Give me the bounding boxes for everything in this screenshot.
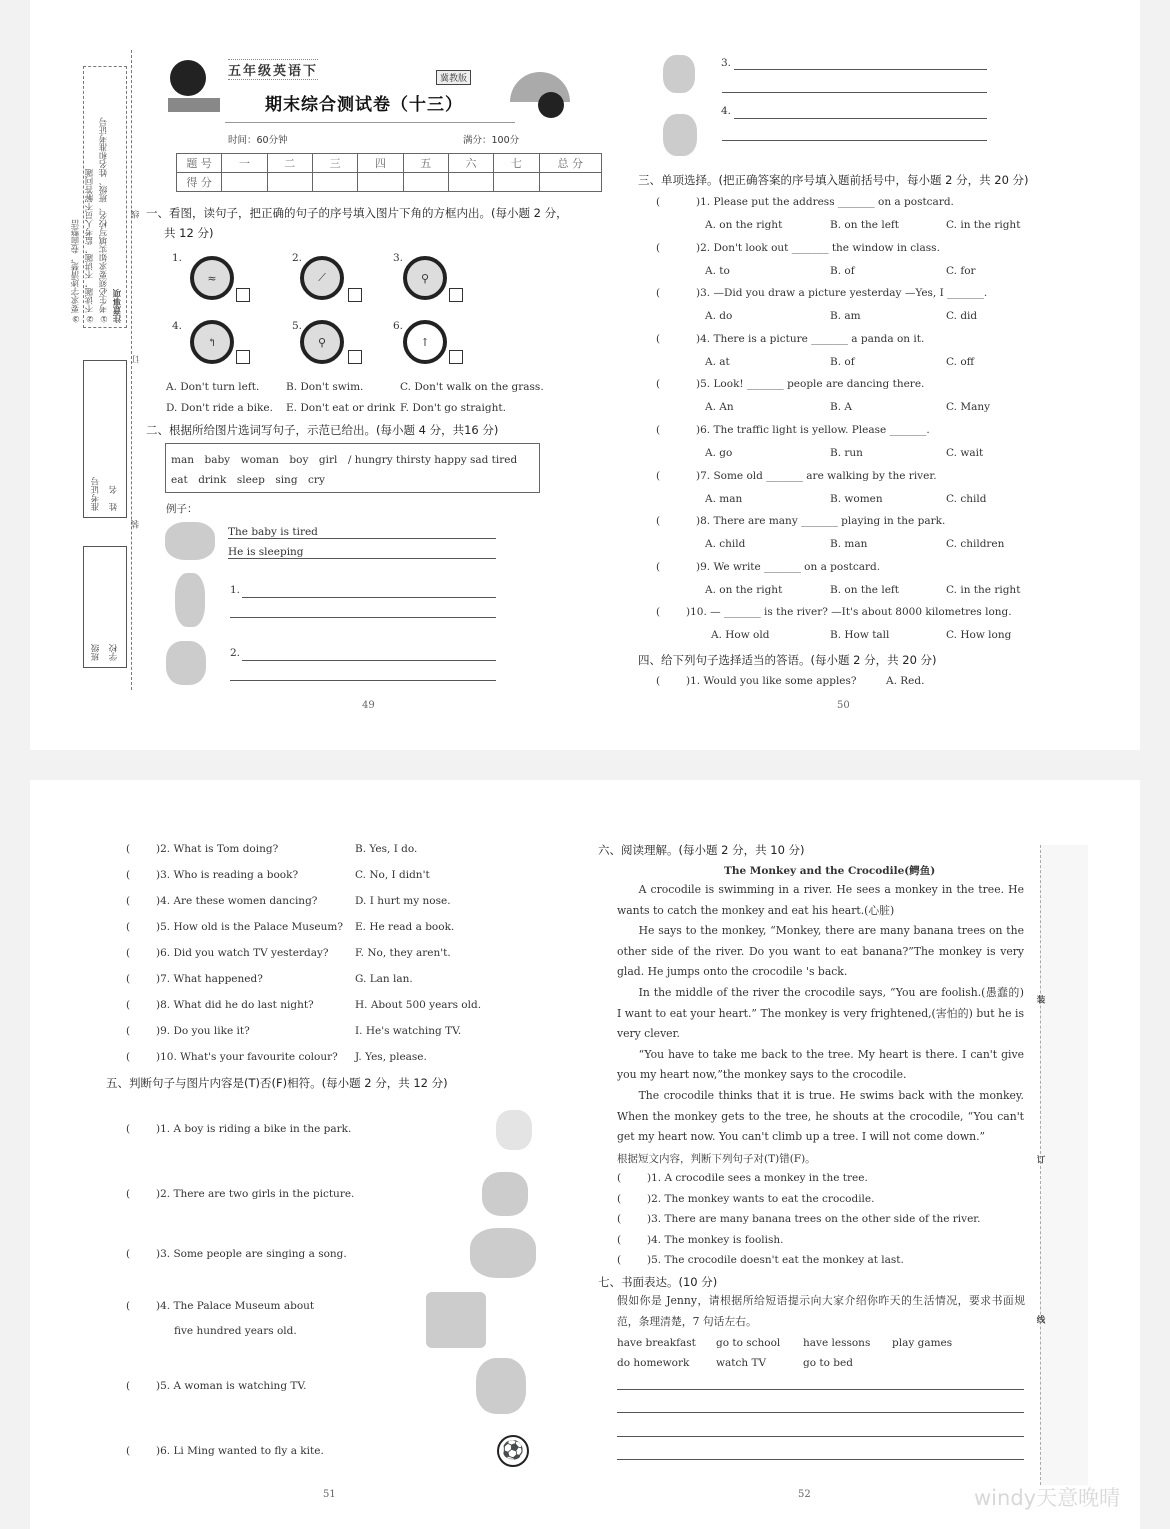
kite-boy-image [496,1110,532,1150]
sec4-answer: E. He read a book. [355,921,455,933]
word-bank-line-2: eat drink sleep sing cry [171,474,325,486]
header-banner [160,50,590,130]
no-left-turn-sign-icon: ↰ [190,320,234,364]
item-label: 1. [230,584,241,596]
school-field[interactable]: 学校 [109,644,119,661]
score-cell[interactable] [267,173,312,192]
school-box [83,546,127,668]
sec4-answer: F. No, they aren't. [355,947,451,959]
sec4-question: )9. Do you like it? [156,1025,250,1037]
binding-line [131,50,132,690]
cell: 总 分 [539,154,602,173]
football-icon: ⚽ [497,1435,529,1467]
sec2-title: 二、根据所给图片选词写句子，示范已给出。(每小题 4 分，共16 分) [146,423,499,437]
girl-drinking-image [663,114,697,156]
sec6-statement: )2. The monkey wants to eat the crocodile. [647,1192,875,1205]
writing-line[interactable] [617,1389,1024,1390]
question-text: )8. There are many _______ playing in the park. [696,515,946,528]
sec3-title: 三、单项选择。(把正确答案的序号填入题前括号中，每小题 2 分，共 20 分) [638,173,1029,187]
option-c[interactable]: C. Many [946,401,991,414]
banner-rule [225,122,515,123]
page-number: 52 [798,1489,811,1500]
xian-mark: 线 [1035,1315,1045,1324]
no-eating-drinking-sign-icon: ⚲ [403,256,447,300]
score-cell[interactable] [539,173,602,192]
option-c[interactable]: C. off [946,355,975,368]
example-sentence-1: The baby is tired [228,526,496,539]
answer-line[interactable] [722,140,987,141]
answer-bracket[interactable]: ( [617,1213,622,1226]
example-sentence-2: He is sleeping [228,546,496,559]
question-text: )10. — _______ is the river? —It's about 8000 kilometres long. [686,606,1012,619]
page-number: 50 [837,700,850,711]
bottom-sheet [30,780,1140,1529]
answer-bracket[interactable]: ( [617,1192,622,1205]
cell: 六 [448,154,493,173]
class-field[interactable]: 班级 [91,644,101,661]
option-c[interactable]: C. wait [946,447,984,459]
watermark: windy天意晚晴 [974,1486,1121,1510]
answer-bracket[interactable]: ( [126,999,131,1011]
time-label: 时间：60分钟 [228,135,288,146]
answer-box[interactable] [449,288,463,302]
no-walking-on-grass-sign-icon: ⟋ [300,256,344,300]
xian-mark: 线 [131,210,141,219]
option-b[interactable]: B. on the left [830,583,900,596]
option-a[interactable]: A. An [705,401,734,414]
score-cell[interactable] [222,173,267,192]
sec5-statement: )2. There are two girls in the picture. [156,1188,355,1200]
option-c[interactable]: C. in the right [946,219,1021,231]
answer-bracket[interactable]: ( [656,515,661,528]
example-label: 例子： [166,503,198,515]
cell: 三 [312,154,357,173]
option-c[interactable]: C. did [946,310,978,323]
answer-bracket[interactable]: ( [126,1025,131,1037]
sec5-item4-cont: five hundred years old. [174,1325,297,1337]
answer-bracket[interactable]: ( [126,973,131,985]
answer-bracket[interactable]: ( [126,1051,131,1063]
mascot-right-icon [538,92,564,118]
paragraph: A crocodile is swimming in a river. He sees a monkey in the tree. He wants to catch the monkey and eat his heart.(心脏) [617,883,1024,917]
sec6-title: 六、阅读理解。(每小题 2 分，共 10 分) [598,843,805,857]
answer-box[interactable] [236,350,250,364]
option-b[interactable]: B. on the left [830,219,900,231]
great-wall-image [426,1292,486,1348]
sleeping-baby-image [165,522,215,560]
item-label: 4. [172,320,183,332]
sec4-answer: G. Lan lan. [355,973,413,985]
top-sheet [30,0,1140,750]
option-d: D. Don't ride a bike. [166,402,273,414]
option-b: B. Don't swim. [286,381,364,393]
option-b[interactable]: B. of [830,264,855,277]
question-text: )7. Some old _______ are walking by the river. [696,469,937,482]
phrase: have breakfast [617,1337,696,1349]
sec4-answer: B. Yes, I do. [355,843,418,855]
option-a: A. Don't turn left. [166,381,260,393]
paragraph: “You have to take me back to the tree. My heart is there. I can't give you my heart now,”the monkey says to the crocodile. [617,1047,1024,1082]
option-b[interactable]: B. How tall [830,629,890,642]
question-text: )9. We write _______ on a postcard. [696,560,881,573]
exam-title: 期末综合测试卷（十三） [265,95,463,115]
option-b[interactable]: B. of [830,355,855,368]
answer-bracket[interactable]: ( [126,921,131,933]
score-table [176,153,602,192]
answer-line[interactable] [734,69,987,70]
word-bank [165,443,540,493]
woman-reading-image [476,1358,526,1414]
writing-line[interactable] [617,1436,1024,1437]
question-text: )5. Look! _______ people are dancing there. [696,378,925,391]
answer-bracket[interactable]: ( [126,1380,131,1392]
answer-bracket[interactable]: ( [656,469,661,482]
sec6-statement: )4. The monkey is foolish. [647,1233,784,1246]
answer-bracket[interactable]: ( [126,1445,131,1457]
straight-arrow-sign-icon: ↑ [403,320,447,364]
option-a[interactable]: A. on the right [705,583,783,596]
mascot-left-icon [170,60,206,96]
option-a[interactable]: A. go [705,447,733,459]
sec4-answer: C. No, I didn't [355,869,430,881]
answer-line[interactable] [230,617,496,618]
answer-box[interactable] [236,288,250,302]
answer-bracket[interactable]: ( [126,1123,131,1135]
score-header-row [177,154,602,173]
woman-image [663,55,695,93]
sec4-question: )6. Did you watch TV yesterday? [156,947,329,959]
item-label: 6. [393,320,404,332]
sec6-statement: )1. A crocodile sees a monkey in the tree. [647,1172,868,1184]
question-text: )3. —Did you draw a picture yesterday —Yes, I _______. [696,287,988,300]
phrase: go to bed [803,1357,853,1369]
answer-bracket[interactable]: ( [126,1248,131,1260]
question-text: )6. The traffic light is yellow. Please _______. [696,424,930,436]
sec4-question: )2. What is Tom doing? [156,843,279,855]
answer-line[interactable] [734,118,987,119]
score-cell[interactable] [403,173,448,192]
notice-2: ②不读题，不讲题，监考人员不解答问题 [85,168,95,323]
item-label: 3. [721,57,732,69]
notice-box [71,66,127,328]
sec6-statement: )3. There are many banana trees on the other side of the river. [647,1213,981,1226]
answer-bracket[interactable]: ( [126,1300,131,1312]
option-f: F. Don't go straight. [400,402,506,414]
answer-bracket[interactable]: ( [126,895,131,907]
ding-mark: 订 [1035,1155,1045,1164]
answer-bracket[interactable]: ( [617,1233,622,1246]
answer-bracket[interactable]: ( [126,869,131,881]
page-number: 49 [362,700,375,711]
score-cell[interactable] [494,173,539,192]
option-a[interactable]: A. to [705,264,730,277]
item-label: 4. [721,105,732,117]
zhuang-mark: 装 [1035,995,1045,1004]
score-cell[interactable] [448,173,493,192]
writing-line[interactable] [617,1459,1024,1460]
answer-line[interactable] [242,597,496,598]
sec4-question: )5. How old is the Palace Museum? [156,921,343,933]
paragraph: In the middle of the river the crocodile says, “You are foolish.(愚蠢的) I want to eat your heart.” The monkey is very frightened,(害怕的) but he is very clever. [617,985,1024,1041]
question-text: )1. Please put the address _______ on a postcard. [696,196,954,208]
option-b[interactable]: B. am [830,310,861,323]
item-label: 3. [393,252,404,264]
sec4-question: )4. Are these women dancing? [156,895,318,907]
sec7-instruction: 假如你是 Jenny，请根据所给短语提示向大家介绍你昨天的生活情况，要求书面规范，条理清楚，7 句话左右。 [617,1294,1025,1328]
phrase: go to school [716,1337,781,1349]
option-a[interactable]: A. at [705,355,730,368]
answer-bracket[interactable]: ( [656,196,661,208]
page-number: 51 [323,1489,336,1500]
option-a[interactable]: A. child [705,538,746,551]
cell: 四 [358,154,403,173]
sec4-title: 四、给下列句子选择适当的答语。(每小题 2 分，共 20 分) [638,653,937,667]
option-a[interactable]: A. man [705,492,743,505]
phrase: watch TV [716,1357,767,1369]
paragraph: He says to the monkey, “Monkey, there are many banana trees on the other side of the river. Do you want to eat banana?”The monkey is very glad. He jumps onto the crocodile 's back. [617,924,1024,979]
score-cell[interactable] [312,173,357,192]
word-bank-line-1: man baby woman boy girl / hungry thirsty happy sad tired [171,454,518,466]
no-swimming-sign-icon: ≈ [190,256,234,300]
sec4-answer: D. I hurt my nose. [355,895,451,907]
sec5-title: 五、判断句子与图片内容是(T)否(F)相符。(每小题 2 分，共 12 分) [106,1076,448,1090]
item-label: 5. [292,320,303,332]
option-c[interactable]: C. How long [946,629,1012,642]
cell: 题 号 [177,154,222,173]
option-b[interactable]: B. man [830,538,868,551]
option-b[interactable]: B. A [830,401,852,414]
sec4-answer: I. He's watching TV. [355,1025,462,1037]
series-label: 五年级英语下 [228,59,318,80]
answer-box[interactable] [449,350,463,364]
score-cell[interactable] [358,173,403,192]
answer-bracket[interactable]: ( [656,606,661,619]
sec6-statement: )5. The crocodile doesn't eat the monkey at last. [647,1254,904,1267]
option-c[interactable]: C. in the right [946,583,1021,596]
answer-box[interactable] [348,350,362,364]
crying-child-image [166,641,206,685]
item-label: 2. [292,252,303,264]
notice-1: ①考生必须要求如实填写校名、班级、姓名和准考证号 [99,117,109,323]
name-box [83,360,127,518]
sec5-statement: )1. A boy is riding a bike in the park. [156,1123,352,1135]
item-label: 2. [230,647,241,659]
zhuang-mark: 装 [131,520,141,529]
option-a[interactable]: A. on the right [705,219,783,231]
sec4-question: )10. What's your favourite colour? [156,1051,338,1063]
item-label: 1. [172,252,183,264]
cell: 二 [267,154,312,173]
boy-image [175,573,205,627]
book-icon [168,98,220,112]
full-score-label: 满分：100分 [463,135,520,146]
notice-3: ③要求字迹清楚，卷面整洁 [71,219,81,323]
phrase: play games [892,1337,953,1349]
sec4-question: )7. What happened? [156,973,263,985]
answer-line[interactable] [230,680,496,681]
sec4-answer: A. Red. [886,675,925,687]
sec4-question: )8. What did he do last night? [156,999,314,1011]
cell: 五 [403,154,448,173]
option-e: E. Don't eat or drink [286,402,396,414]
score-row [177,173,602,192]
sec1-title-cont: 共 12 分) [164,226,214,240]
edition-badge: 冀教版 [436,70,471,85]
option-c[interactable]: C. children [946,538,1005,551]
option-b[interactable]: B. women [830,492,883,505]
question-text: )4. There is a picture _______ a panda on it. [696,332,925,345]
answer-bracket[interactable]: ( [656,332,661,345]
story-title: The Monkey and the Crocodile(鳄鱼) [724,865,936,877]
name-field[interactable]: 姓 名 [109,485,119,511]
answer-line[interactable] [242,660,496,661]
answer-bracket[interactable]: ( [656,675,661,687]
answer-box[interactable] [348,288,362,302]
answer-bracket[interactable]: ( [617,1254,622,1267]
option-a[interactable]: A. How old [711,629,770,642]
no-bicycle-sign-icon: ⚲ [300,320,344,364]
answer-bracket[interactable]: ( [656,378,661,391]
sec4-answer: J. Yes, please. [355,1051,427,1063]
question-text: )2. Don't look out _______ the window in class. [696,241,940,254]
story-passage [617,880,1024,1148]
sec4-question: )3. Who is reading a book? [156,869,299,881]
two-girls-image [482,1172,528,1216]
answer-bracket[interactable]: ( [656,560,661,573]
phrase: do homework [617,1357,690,1369]
answer-bracket[interactable]: ( [126,1188,131,1200]
cell: 七 [494,154,539,173]
sec5-statement: )6. Li Ming wanted to fly a kite. [156,1445,324,1457]
cell: 一 [222,154,267,173]
paragraph: The crocodile thinks that it is true. He swims back with the monkey. When the monkey gets to the tree, he shouts at the crocodile, “You can't get my heart now. You can't climb up a tree. I will not come down.” [617,1088,1024,1144]
answer-bracket[interactable]: ( [656,287,661,300]
ding-mark: 订 [131,355,141,364]
singing-children-image [470,1228,536,1278]
answer-line[interactable] [722,92,987,93]
option-a[interactable]: A. do [705,310,733,323]
answer-bracket[interactable]: ( [656,241,661,254]
answer-bracket[interactable]: ( [656,424,661,436]
notice-label: 注意事项 [113,289,123,323]
exam-number-field[interactable]: 准考证号 [91,477,101,511]
sec7-title: 七、书面表达。(10 分) [598,1275,718,1289]
answer-bracket[interactable]: ( [126,947,131,959]
sec5-statement: )4. The Palace Museum about [156,1300,315,1312]
option-c: C. Don't walk on the grass. [400,381,544,393]
option-c[interactable]: C. child [946,492,987,505]
answer-bracket[interactable]: ( [126,843,131,855]
sec1-title: 一、看图，读句子，把正确的句子的序号填入图片下角的方框内出。(每小题 2 分， [146,206,568,220]
sec6-instruction: 根据短文内容，判断下列句子对(T)错(F)。 [617,1153,816,1165]
sec4-answer: H. About 500 years old. [355,999,482,1011]
sec5-statement: )5. A woman is watching TV. [156,1380,307,1392]
phrase: have lessons [803,1337,871,1349]
binding-strip [1035,845,1088,1485]
option-c[interactable]: C. for [946,264,976,277]
writing-line[interactable] [617,1412,1024,1413]
cell: 得 分 [177,173,222,192]
sec4-question: )1. Would you like some apples? [686,675,857,687]
answer-bracket[interactable]: ( [617,1172,622,1184]
option-b[interactable]: B. run [830,447,863,459]
sec5-statement: )3. Some people are singing a song. [156,1248,347,1260]
